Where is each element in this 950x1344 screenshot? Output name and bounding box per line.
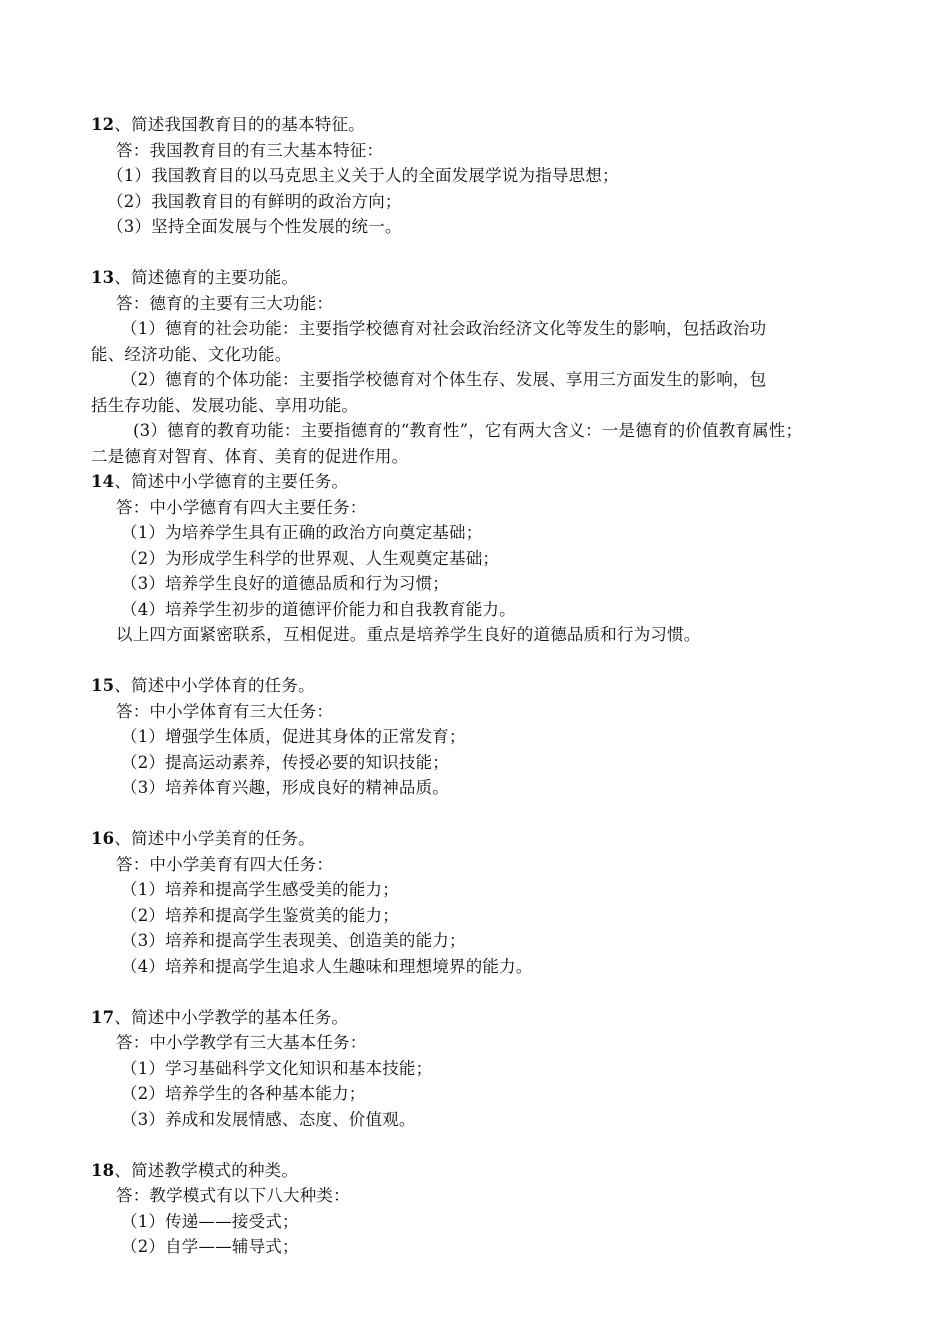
answer-summary: 以上四方面紧密联系，互相促进。重点是培养学生良好的道德品质和行为习惯。 <box>116 625 701 644</box>
question-heading <box>0 1005 950 1031</box>
answer-item: （1）我国教育目的以马克思主义关于人的全面发展学说为指导思想； <box>107 166 619 185</box>
answer-item: （4）培养和提高学生追求人生趣味和理想境界的能力。 <box>121 956 533 976</box>
question-heading <box>0 826 950 852</box>
answer-paragraph-line: 能、经济功能、文化功能。 <box>91 344 292 364</box>
answer-item: （3）培养和提高学生表现美、创造美的能力； <box>121 931 466 950</box>
spacer <box>0 648 950 674</box>
answer-intro: 答：中小学德育有四大主要任务： <box>116 497 367 517</box>
question-title: 、简述我国教育目的的基本特征。 <box>114 115 365 134</box>
answer-item: （2）自学——辅导式； <box>121 1237 299 1256</box>
answer-intro: 答：教学模式有以下八大种类： <box>116 1186 350 1205</box>
question-title: 、简述德育的主要功能。 <box>114 268 299 287</box>
spacer <box>0 1132 950 1158</box>
question-number: 14 <box>91 472 115 491</box>
answer-item: （3）培养学生良好的道德品质和行为习惯； <box>121 574 449 593</box>
question-title: 、简述中小学德育的主要任务。 <box>114 472 349 491</box>
question-title: 、简述中小学美育的任务。 <box>114 829 315 848</box>
answer-item: （2）培养和提高学生鉴赏美的能力； <box>121 905 399 925</box>
question-number: 12 <box>91 115 115 134</box>
spacer <box>0 979 950 1005</box>
question-heading <box>0 112 950 138</box>
answer-item: （1）培养和提高学生感受美的能力； <box>121 880 399 899</box>
answer-paragraph-line: （2）德育的个体功能：主要指学校德育对个体生存、发展、享用三方面发生的影响，包 <box>121 370 767 389</box>
question-number: 17 <box>91 1007 115 1027</box>
answer-paragraph-line: 二是德育对智育、体育、美育的促进作用。 <box>91 446 409 466</box>
question-heading <box>0 469 950 495</box>
answer-paragraph-line: 括生存功能、发展功能、享用功能。 <box>91 395 359 415</box>
answer-item: （2）为形成学生科学的世界观、人生观奠定基础； <box>121 548 500 568</box>
answer-item: （1）学习基础科学文化知识和基本技能； <box>121 1058 433 1078</box>
answer-paragraph-line: (3）德育的教育功能：主要指德育的“教育性”，它有两大含义：一是德育的价值教育属性； <box>133 421 803 440</box>
question-number: 18 <box>91 1160 115 1180</box>
answer-item: （2）培养学生的各种基本能力； <box>121 1084 366 1103</box>
question-heading <box>0 265 950 291</box>
answer-intro: 答：中小学美育有四大任务： <box>116 854 334 874</box>
answer-intro: 答：中小学体育有三大任务： <box>116 701 334 721</box>
answer-item: （4）培养学生初步的道德评价能力和自我教育能力。 <box>121 599 516 619</box>
answer-item: （2）提高运动素养，传授必要的知识技能； <box>121 752 449 772</box>
answer-item: （3）养成和发展情感、态度、价值观。 <box>121 1109 416 1129</box>
answer-intro: 答：中小学教学有三大基本任务： <box>116 1033 367 1052</box>
answer-item: （1）为培养学生具有正确的政治方向奠定基础； <box>121 523 483 542</box>
answer-item: （3）坚持全面发展与个性发展的统一。 <box>107 217 402 236</box>
question-heading <box>0 673 950 699</box>
question-title: 、简述教学模式的种类。 <box>114 1160 299 1180</box>
document-page <box>0 112 950 1260</box>
answer-item: （3）培养体育兴趣，形成良好的精神品质。 <box>121 778 449 797</box>
spacer <box>0 801 950 827</box>
question-title: 、简述中小学体育的任务。 <box>114 676 315 695</box>
question-title: 、简述中小学教学的基本任务。 <box>114 1007 349 1027</box>
answer-paragraph-line: （1）德育的社会功能：主要指学校德育对社会政治经济文化等发生的影响，包括政治功 <box>121 319 767 338</box>
question-heading <box>0 1158 950 1184</box>
answer-item: （1）传递——接受式； <box>121 1211 299 1231</box>
answer-intro: 答：德育的主要有三大功能： <box>116 293 334 313</box>
answer-item: （1）增强学生体质，促进其身体的正常发育； <box>121 727 466 746</box>
answer-item: （2）我国教育目的有鲜明的政治方向； <box>107 191 402 211</box>
answer-intro: 答：我国教育目的有三大基本特征： <box>116 140 384 160</box>
question-number: 16 <box>91 829 115 848</box>
spacer <box>0 240 950 266</box>
question-number: 13 <box>91 268 115 287</box>
question-number: 15 <box>91 676 115 695</box>
